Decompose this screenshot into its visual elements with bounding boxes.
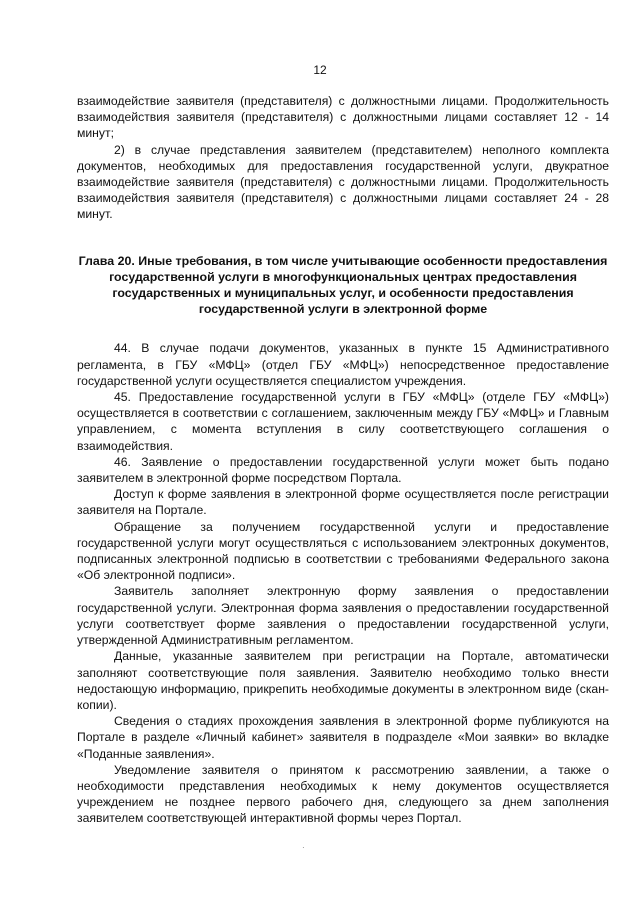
paragraph-electronic-documents: Обращение за получением государственной услуги и предоставление государственной услуги могут осуществляться с использованием электронных документов, подписанных электронной подписью в соответствии с требованиями Федерального закона «Об электронной подписи». — [77, 519, 609, 583]
paragraph-status-info: Сведения о стадиях прохождения заявления в электронной форме публикуются на Портале в разделе «Личный кабинет» заявителя в подразделе «Мои заявки» во вкладке «Поданные заявления». — [77, 714, 609, 761]
paragraph-46: 46. Заявление о предоставлении государственной услуги может быть подано заявителем в электронной форме посредством Портала. — [77, 454, 609, 486]
paragraph-45: 45. Предоставление государственной услуги в ГБУ «МФЦ» (отделе ГБУ «МФЦ») осуществляется в соответствии с соглашением, заключенным между ГБУ «МФЦ» и Главным управлением, с момента вступления в силу соответствующего соглашения о взаимодействия. — [77, 390, 609, 453]
document-body — [77, 93, 609, 827]
paragraph-top-2: 2) в случае представления заявителем (представителем) неполного комплекта документов, необходимых для предоставления государственной услуги, двукратное взаимодействие заявителя (представителя) с должностными лицами. Продолжительность взаимодействия заявителя (представителя) с должностными лицами составляет 24 - 28 минут. — [77, 142, 609, 222]
paragraph-registration-data: Данные, указанные заявителем при регистрации на Портале, автоматически заполняют соответствующие поля заявления. Заявителю необходимо только внести недостающую информацию, прикрепить необходимые документы в электронном виде (скан-копии). — [77, 649, 609, 712]
paragraph-notification: Уведомление заявителя о принятом к рассмотрению заявлении, а также о необходимости представления необходимых к нему документов осуществляется учреждением не позднее первого рабочего дня, следующего за днем заполнения заявителем соответствующей интерактивной формы через Портал. — [77, 762, 609, 826]
scan-dot: · — [302, 843, 305, 852]
paragraph-44: 44. В случае подачи документов, указанных в пункте 15 Административного регламента, в ГБУ «МФЦ» (отдел ГБУ «МФЦ») непосредственное предоставление государственной услуги осуществляется специалистом учреждения. — [77, 341, 609, 388]
paragraph-portal-access: Доступ к форме заявления в электронной форме осуществляется после регистрации заявителя на Портале. — [77, 487, 609, 518]
paragraph-top-1: взаимодействие заявителя (представителя) с должностными лицами. Продолжительность взаимодействия заявителя (представителя) с должностными лицами составляет 12 - 14 минут; — [77, 94, 609, 141]
page-number: 12 — [313, 63, 327, 77]
chapter-heading: Глава 20. Иные требования, в том числе учитывающие особенности предоставления государственной услуги в многофункциональных центрах предоставления государственных и муниципальных услуг, и особенности предоставления государственной услуги в электронной форме — [78, 253, 608, 317]
paragraph-electronic-form: Заявитель заполняет электронную форму заявления о предоставлении государственной услуги. Электронная форма заявления о предоставлении государственной услуги соответствует форме заявления о предоставлении государственной услуги, утвержденной Административным регламентом. — [77, 584, 609, 648]
